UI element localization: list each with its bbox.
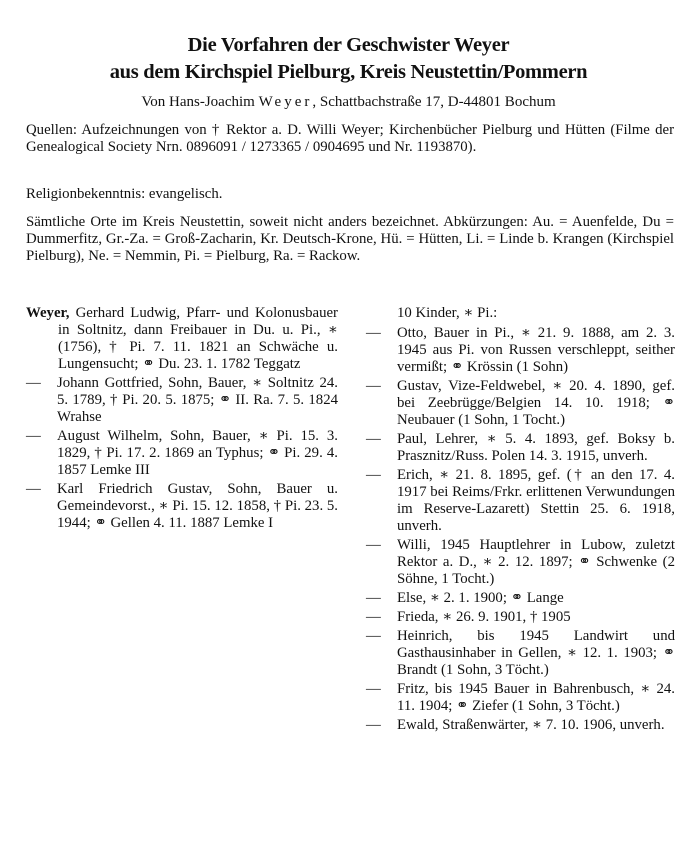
dash-marker: — (366, 431, 381, 447)
dash-marker: — (366, 467, 381, 483)
ancestor-surname: Weyer, (26, 305, 70, 321)
dash-marker: — (26, 481, 41, 497)
entry-text: Willi, 1945 Hauptlehrer in Lubow, zuletzt Rektor a. D., ∗ 2. 12. 1897; ⚭ Schwenke (2 Söhne, 1 Tocht.) (397, 537, 675, 587)
author-byline (0, 94, 697, 111)
lineage-entry (26, 428, 338, 479)
child-entry (366, 590, 675, 607)
article-title-line-2: aus dem Kirchspiel Pielburg, Kreis Neustettin/Pommern (109, 61, 588, 83)
entry-text: August Wilhelm, Sohn, Bauer, ∗ Pi. 15. 3. 1829, † Pi. 17. 2. 1869 an Typhus; ⚭ Pi. 29. 4. 1857 Lemke III (57, 428, 338, 478)
entry-text: Paul, Lehrer, ∗ 5. 4. 1893, gef. Boksy b. Prasznitz/Russ. Polen 14. 3. 1915, unverh. (397, 431, 675, 464)
child-entry (366, 431, 675, 465)
dash-marker: — (26, 375, 41, 391)
entry-text: Johann Gottfried, Sohn, Bauer, ∗ Soltnitz 24. 5. 1789, † Pi. 20. 5. 1875; ⚭ II. Ra. 7. 5. 1824 Wrahse (57, 375, 338, 425)
entry-text: Frieda, ∗ 26. 9. 1901, † 1905 (397, 609, 571, 625)
entry-text: Else, ∗ 2. 1. 1900; ⚭ Lange (397, 590, 564, 606)
entry-text: Gustav, Vize-Feldwebel, ∗ 20. 4. 1890, gef. bei Zeebrügge/Belgien 14. 10. 1918; ⚭ Neubauer (1 Sohn, 1 Tocht.) (397, 378, 675, 428)
left-column (26, 305, 338, 534)
children-intro: 10 Kinder, ∗ Pi.: (397, 305, 498, 321)
right-column (366, 305, 675, 736)
dash-marker: — (366, 378, 381, 394)
article-title-line-1: Die Vorfahren der Geschwister Weyer (187, 34, 510, 56)
dash-marker: — (26, 428, 41, 444)
child-entry (366, 378, 675, 429)
main-ancestor-entry (26, 305, 338, 373)
dash-marker: — (366, 628, 381, 644)
entry-text: Heinrich, bis 1945 Landwirt und Gasthausinhaber in Gellen, ∗ 12. 1. 1903; ⚭ Brandt (1 Sohn, 3 Töcht.) (397, 628, 675, 678)
dash-marker: — (366, 609, 381, 625)
dash-marker: — (366, 325, 381, 341)
entry-text: Otto, Bauer in Pi., ∗ 21. 9. 1888, am 2. 3. 1945 aus Pi. von Russen verschleppt, seither vermißt; ⚭ Krössin (1 Sohn) (397, 325, 675, 375)
dash-marker: — (366, 717, 381, 733)
byline-prefix: Von Hans-Joachim (141, 94, 255, 110)
child-entry (366, 681, 675, 715)
entry-text: Karl Friedrich Gustav, Sohn, Bauer u. Gemeindevorst., ∗ Pi. 15. 12. 1858, † Pi. 23. 5. 1944; ⚭ Gellen 4. 11. 1887 Lemke I (57, 481, 338, 531)
sources-paragraph: Quellen: Aufzeichnungen von † Rektor a. D. Willi Weyer; Kirchenbücher Pielburg und Hütten (Filme der Genealogical Society Nrn. 0896091 / 1273365 / 0904695 und Nr. 1193870). (26, 122, 674, 155)
child-entry (366, 467, 675, 535)
child-entry (366, 717, 675, 734)
lineage-entry (26, 481, 338, 532)
lineage-entry (26, 375, 338, 426)
child-entry (366, 325, 675, 376)
ancestor-details: Gerhard Ludwig, Pfarr- und Kolonusbauer in Soltnitz, dann Freibauer in Du. u. Pi., ∗ (1756), † Pi. 7. 11. 1821 an Schwäche u. Lungensucht; ⚭ Du. 23. 1. 1782 Teggatz (58, 305, 338, 372)
child-entry (366, 628, 675, 679)
dash-marker: — (366, 537, 381, 553)
places-paragraph: Sämtliche Orte im Kreis Neustettin, soweit nicht anders bezeichnet. Abkürzungen: Au. = Auenfelde, Du = Dummerfitz, Gr.-Za. = Groß-Zacharin, Kr. Deutsch-Krone, Hü. = Hütten, Li. = Linde b. Krangen (Kirchspiel Pielburg), Ne. = Nemmin, Pi. = Pielburg, Ra. = Rackow. (26, 214, 674, 264)
child-entry (366, 537, 675, 588)
entry-text: Erich, ∗ 21. 8. 1895, gef. († an den 17. 4. 1917 bei Reims/Frkr. erlittenen Verwundungen im Reserve-Lazarett) Stettin 25. 6. 1918, unverh. (397, 467, 675, 534)
author-address: , Schattbachstraße 17, D-44801 Bochum (312, 94, 556, 110)
entry-text: Ewald, Straßenwärter, ∗ 7. 10. 1906, unverh. (397, 717, 665, 733)
religion-paragraph: Religionbekenntnis: evangelisch. (26, 186, 223, 202)
dash-marker: — (366, 590, 381, 606)
child-entry (366, 609, 675, 626)
author-surname: Weyer (258, 94, 313, 110)
dash-marker: — (366, 681, 381, 697)
entry-text: Fritz, bis 1945 Bauer in Bahrenbusch, ∗ 24. 11. 1904; ⚭ Ziefer (1 Sohn, 3 Töcht.) (397, 681, 675, 714)
